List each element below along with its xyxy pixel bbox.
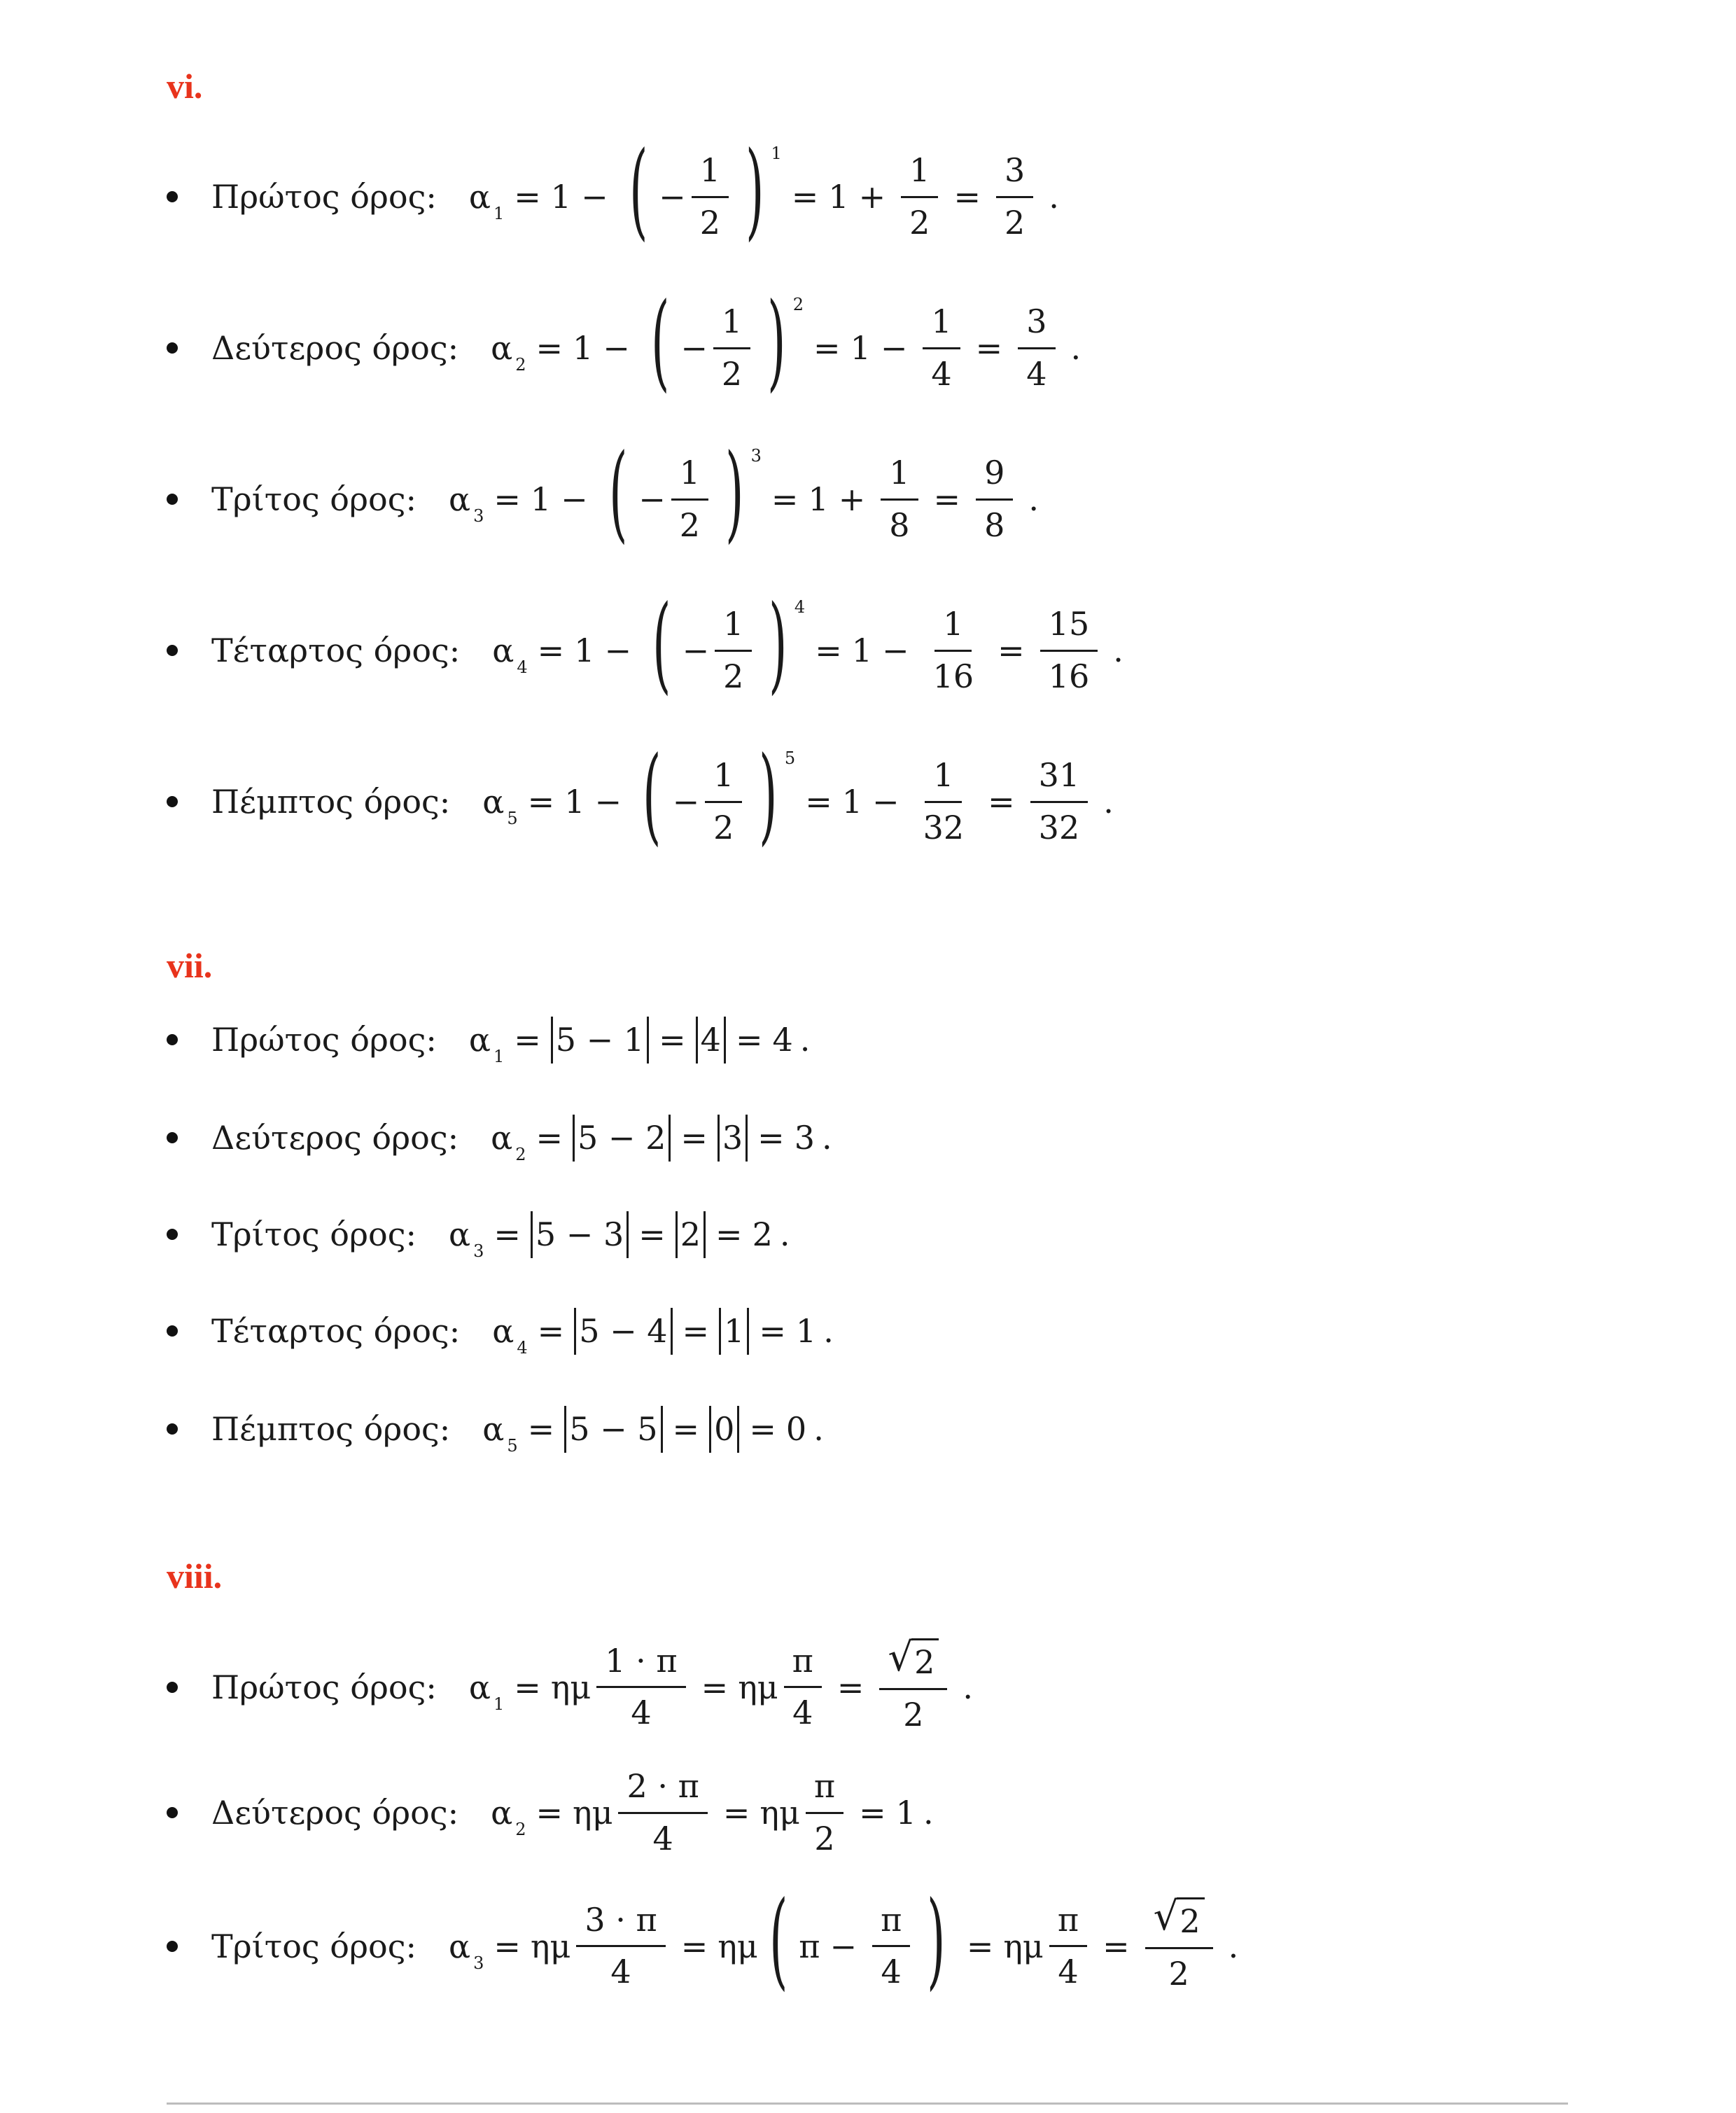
numerator: 1 · π: [596, 1640, 685, 1689]
list-item: [167, 734, 1114, 857]
equals-sign: =: [933, 480, 961, 519]
radicand: 2: [911, 1638, 939, 1684]
bullet-icon: [167, 191, 178, 202]
absolute-value: 5 − 5: [564, 1406, 662, 1453]
item-label: Δεύτερος όρος:: [211, 1119, 459, 1157]
period: .: [1049, 178, 1059, 216]
subscript: 2: [515, 1145, 526, 1165]
numerator: 3: [1018, 301, 1055, 349]
fraction: [1030, 755, 1088, 849]
absolute-value: 5 − 3: [531, 1211, 629, 1258]
item-label: Πρώτος όρος:: [211, 1021, 437, 1059]
absolute-value: 5 − 1: [551, 1017, 649, 1064]
numerator: 2 · π: [618, 1766, 707, 1814]
absolute-value: 1: [719, 1308, 749, 1355]
minus-sign: −: [603, 329, 630, 368]
numerator: 1: [901, 150, 938, 198]
sine-function: ημ: [550, 1668, 592, 1706]
left-paren: (: [643, 734, 662, 857]
pi-symbol: π: [799, 1927, 820, 1965]
equals-sign: =: [527, 783, 555, 821]
equation: [448, 1211, 790, 1262]
right-paren: ): [725, 432, 744, 555]
constant: 1: [828, 178, 849, 216]
equals-sign: =: [975, 329, 1003, 368]
bullet-icon: [167, 796, 178, 807]
equation: [468, 130, 1059, 252]
alpha-symbol: α: [448, 480, 471, 519]
subscript: 2: [515, 355, 526, 375]
denominator: 4: [1058, 1953, 1079, 1991]
item-label: Πέμπτος όρος:: [211, 1410, 451, 1449]
equals-sign: =: [759, 1312, 786, 1351]
fraction: [705, 755, 742, 849]
bullet-icon: [167, 1132, 178, 1143]
list-item: [167, 1635, 974, 1736]
list-item: [167, 130, 1059, 252]
equation: [491, 1115, 832, 1165]
sine-function: ημ: [530, 1927, 571, 1965]
numerator: 1: [692, 150, 729, 198]
numerator: 1: [705, 755, 742, 803]
equals-sign: =: [493, 1215, 521, 1254]
right-paren: ): [746, 130, 764, 252]
denominator: 8: [984, 505, 1005, 544]
denominator: 2: [699, 203, 720, 242]
alpha-symbol: α: [468, 1021, 491, 1059]
equals-sign: =: [1102, 1927, 1130, 1965]
parenthesized-power: [598, 432, 762, 555]
sine-function: ημ: [1003, 1927, 1044, 1965]
fraction: [923, 301, 960, 396]
result: 2: [752, 1215, 773, 1254]
numerator: 3 · π: [576, 1899, 665, 1948]
sine-function: ημ: [718, 1927, 758, 1965]
denominator: 2: [909, 203, 930, 242]
minus-sign: −: [659, 178, 686, 216]
item-label: Τρίτος όρος:: [211, 480, 416, 519]
operator: −: [880, 329, 908, 368]
minus-sign: −: [672, 783, 700, 821]
numerator: 1: [715, 604, 752, 652]
fraction: [879, 1635, 947, 1736]
constant: 1: [808, 480, 829, 519]
operator: +: [858, 178, 886, 216]
equals-sign: =: [722, 1794, 750, 1832]
alpha-symbol: α: [491, 1794, 513, 1832]
fraction: [713, 301, 750, 396]
equals-sign: =: [680, 1119, 708, 1157]
bullet-icon: [167, 1941, 178, 1952]
denominator: 2: [679, 505, 701, 544]
denominator: 16: [1048, 657, 1090, 695]
numerator: 3: [996, 150, 1033, 198]
period: .: [962, 1668, 974, 1706]
denominator: 2: [814, 1819, 835, 1857]
square-root: [1153, 1894, 1205, 1943]
alpha-symbol: α: [491, 1119, 513, 1157]
item-label: Τρίτος όρος:: [211, 1215, 416, 1254]
fraction: [692, 150, 729, 244]
item-label: Πέμπτος όρος:: [211, 783, 451, 821]
equals-sign: =: [680, 1927, 708, 1965]
subscript: 4: [517, 657, 528, 678]
minus-sign: −: [604, 632, 632, 670]
fraction: [996, 150, 1033, 244]
equals-sign: =: [638, 1215, 666, 1254]
item-label: Δεύτερος όρος:: [211, 1794, 459, 1832]
result: 4: [772, 1021, 793, 1059]
numerator: 1: [881, 452, 918, 501]
equals-sign: =: [813, 329, 841, 368]
right-paren: ): [769, 583, 788, 706]
denominator: 2: [721, 354, 743, 393]
subscript: 3: [473, 1241, 484, 1262]
numerator: [879, 1635, 947, 1690]
equals-sign: =: [514, 1021, 541, 1059]
fraction: [671, 452, 708, 547]
period: .: [823, 1312, 834, 1351]
exponent: 2: [792, 295, 804, 315]
parenthesized-expression: [758, 1878, 957, 2001]
equals-sign: =: [805, 783, 832, 821]
numerator: π: [784, 1640, 822, 1689]
denominator: 4: [931, 354, 952, 393]
list-item: [167, 1017, 811, 1067]
fraction: [1145, 1894, 1213, 1995]
constant: 1: [841, 783, 863, 821]
numerator: π: [806, 1766, 844, 1814]
numerator: 1: [934, 604, 972, 652]
bullet-icon: [167, 1325, 178, 1337]
numerator: π: [872, 1899, 910, 1948]
left-paren: (: [608, 432, 628, 555]
subscript: 4: [517, 1338, 528, 1358]
left-paren: (: [769, 1878, 788, 2001]
item-label: Τέταρτος όρος:: [211, 1312, 461, 1351]
denominator: 2: [713, 808, 734, 846]
alpha-symbol: α: [482, 1410, 505, 1449]
exponent: 5: [784, 748, 796, 769]
operator: +: [838, 480, 866, 519]
list-item: [167, 1878, 1239, 2001]
list-item: [167, 1211, 790, 1262]
constant: 1: [530, 480, 552, 519]
item-label: Πρώτος όρος:: [211, 178, 437, 216]
equals-sign: =: [682, 1312, 710, 1351]
equals-sign: =: [791, 178, 819, 216]
denominator: 4: [652, 1819, 673, 1857]
denominator: 4: [610, 1953, 631, 1991]
alpha-symbol: α: [492, 632, 514, 670]
equals-sign: =: [514, 1668, 541, 1706]
operator: −: [882, 632, 909, 670]
bullet-icon: [167, 1682, 178, 1693]
equals-sign: =: [514, 178, 541, 216]
equals-sign: =: [672, 1410, 700, 1449]
minus-sign: −: [830, 1927, 858, 1965]
sine-function: ημ: [760, 1794, 800, 1832]
result: 0: [785, 1410, 807, 1449]
bullet-icon: [167, 494, 178, 505]
numerator: 9: [976, 452, 1013, 501]
fraction: [618, 1766, 707, 1860]
constant: 1: [573, 329, 594, 368]
radical-icon: √: [888, 1635, 913, 1680]
subscript: 5: [507, 1436, 518, 1456]
subscript: 5: [507, 809, 518, 829]
parenthesized-power: [631, 734, 796, 857]
sine-function: ημ: [738, 1668, 778, 1706]
period: .: [1070, 329, 1082, 368]
right-paren: ): [927, 1878, 946, 2001]
fraction: [715, 604, 752, 698]
bullet-icon: [167, 342, 178, 354]
absolute-value: 5 − 2: [573, 1115, 671, 1162]
equals-sign: =: [815, 632, 842, 670]
period: .: [799, 1021, 811, 1059]
equals-sign: =: [771, 480, 799, 519]
alpha-symbol: α: [491, 329, 513, 368]
right-paren: ): [767, 281, 786, 403]
list-item: [167, 281, 1082, 403]
bullet-icon: [167, 1423, 178, 1435]
equals-sign: =: [537, 1312, 565, 1351]
numerator: 1: [713, 301, 750, 349]
fraction: [596, 1640, 685, 1735]
numerator: 15: [1040, 604, 1098, 652]
fraction: [1049, 1899, 1087, 1994]
absolute-value: 2: [676, 1211, 706, 1258]
equals-sign: =: [493, 480, 521, 519]
bullet-icon: [167, 1807, 178, 1818]
item-label: Πρώτος όρος:: [211, 1668, 437, 1706]
absolute-value: 4: [696, 1017, 726, 1064]
bullet-icon: [167, 1034, 178, 1045]
equals-sign: =: [536, 1794, 564, 1832]
equation: [448, 1878, 1239, 2001]
denominator: 4: [881, 1953, 902, 1991]
period: .: [1028, 480, 1039, 519]
equals-sign: =: [836, 1668, 864, 1706]
left-paren: (: [652, 583, 671, 706]
numerator: 1: [925, 755, 962, 803]
result: 1: [895, 1794, 916, 1832]
list-item: [167, 432, 1039, 555]
equals-sign: =: [659, 1021, 686, 1059]
list-item: [167, 1406, 824, 1456]
item-label: Τρίτος όρος:: [211, 1927, 416, 1965]
equals-sign: =: [536, 1119, 564, 1157]
fraction: [915, 755, 973, 849]
sine-function: ημ: [573, 1794, 613, 1832]
constant: 1: [851, 632, 873, 670]
fraction: [806, 1766, 844, 1860]
equals-sign: =: [997, 632, 1025, 670]
period: .: [813, 1410, 824, 1449]
numerator: 1: [671, 452, 708, 501]
equals-sign: =: [988, 783, 1015, 821]
absolute-value: 5 − 4: [574, 1308, 672, 1355]
item-label: Δεύτερος όρος:: [211, 329, 459, 368]
left-paren: (: [629, 130, 648, 252]
minus-sign: −: [561, 480, 588, 519]
minus-sign: −: [581, 178, 608, 216]
result: 3: [794, 1119, 815, 1157]
denominator: 2: [903, 1695, 924, 1734]
section-title-vi: vi.: [167, 67, 203, 106]
alpha-symbol: α: [468, 1668, 491, 1706]
equation: [491, 1766, 933, 1860]
period: .: [779, 1215, 790, 1254]
subscript: 2: [515, 1820, 526, 1840]
equals-sign: =: [757, 1119, 785, 1157]
absolute-value: 0: [709, 1406, 739, 1453]
section-title-viii: viii.: [167, 1556, 223, 1596]
denominator: 8: [889, 505, 910, 544]
equation: [492, 583, 1124, 706]
alpha-symbol: α: [448, 1215, 471, 1254]
subscript: 1: [493, 1694, 505, 1714]
list-item: [167, 583, 1124, 706]
fraction: [976, 452, 1013, 547]
list-item: [167, 1115, 832, 1165]
period: .: [923, 1794, 934, 1832]
period: .: [1103, 783, 1114, 821]
constant: 1: [850, 329, 871, 368]
subscript: 1: [493, 204, 505, 224]
equals-sign: =: [493, 1927, 521, 1965]
minus-sign: −: [682, 632, 710, 670]
subscript: 1: [493, 1047, 505, 1067]
denominator: 4: [1026, 354, 1047, 393]
bullet-icon: [167, 1229, 178, 1240]
equals-sign: =: [859, 1794, 886, 1832]
numerator: 1: [923, 301, 960, 349]
fraction: [576, 1899, 665, 1994]
equation: [492, 1308, 834, 1358]
equation: [491, 281, 1082, 403]
numerator: π: [1049, 1899, 1087, 1948]
denominator: 4: [792, 1694, 813, 1732]
equals-sign: =: [966, 1927, 994, 1965]
denominator: 4: [631, 1694, 652, 1732]
operator: −: [872, 783, 899, 821]
denominator: 2: [1168, 1954, 1189, 1993]
period: .: [822, 1119, 832, 1157]
fraction: [901, 150, 938, 244]
footer-divider: [167, 2102, 1568, 2105]
list-item: [167, 1766, 934, 1860]
equals-sign: =: [701, 1668, 729, 1706]
fraction: [872, 1899, 910, 1994]
constant: 1: [550, 178, 572, 216]
minus-sign: −: [680, 329, 708, 368]
bullet-icon: [167, 645, 178, 656]
equals-sign: =: [715, 1215, 743, 1254]
equation: [482, 734, 1114, 857]
numerator: [1145, 1894, 1213, 1949]
section-title-vii: vii.: [167, 946, 213, 985]
right-paren: ): [759, 734, 778, 857]
list-item: [167, 1308, 834, 1358]
minus-sign: −: [594, 783, 622, 821]
equation: [468, 1017, 811, 1067]
equals-sign: =: [527, 1410, 555, 1449]
minus-sign: −: [638, 480, 666, 519]
denominator: 2: [1004, 203, 1026, 242]
item-label: Τέταρτος όρος:: [211, 632, 461, 670]
square-root: [888, 1635, 939, 1684]
equals-sign: =: [735, 1021, 763, 1059]
equals-sign: =: [537, 632, 565, 670]
fraction: [784, 1640, 822, 1735]
denominator: 32: [1038, 808, 1080, 846]
alpha-symbol: α: [468, 178, 491, 216]
period: .: [1228, 1927, 1239, 1965]
subscript: 3: [473, 1953, 484, 1973]
subscript: 3: [473, 506, 484, 526]
constant: 1: [574, 632, 595, 670]
denominator: 16: [932, 657, 974, 695]
left-paren: (: [650, 281, 670, 403]
equals-sign: =: [536, 329, 564, 368]
denominator: 2: [723, 657, 744, 695]
equals-sign: =: [953, 178, 981, 216]
radicand: 2: [1177, 1897, 1204, 1943]
period: .: [1113, 632, 1124, 670]
denominator: 32: [923, 808, 965, 846]
equation: [482, 1406, 824, 1456]
alpha-symbol: α: [492, 1312, 514, 1351]
radical-icon: √: [1153, 1894, 1179, 1939]
result: 1: [795, 1312, 817, 1351]
exponent: 4: [794, 597, 806, 618]
equation: [468, 1635, 974, 1736]
fraction: [1040, 604, 1098, 698]
parenthesized-power: [618, 130, 782, 252]
equation: [448, 432, 1039, 555]
equals-sign: =: [749, 1410, 776, 1449]
exponent: 1: [771, 144, 782, 164]
alpha-symbol: α: [482, 783, 505, 821]
numerator: 31: [1030, 755, 1088, 803]
exponent: 3: [750, 446, 762, 466]
fraction: [881, 452, 918, 547]
constant: 1: [564, 783, 585, 821]
fraction: [925, 604, 983, 698]
absolute-value: 3: [718, 1115, 748, 1162]
parenthesized-power: [641, 583, 806, 706]
alpha-symbol: α: [448, 1927, 471, 1965]
parenthesized-power: [640, 281, 804, 403]
fraction: [1018, 301, 1055, 396]
